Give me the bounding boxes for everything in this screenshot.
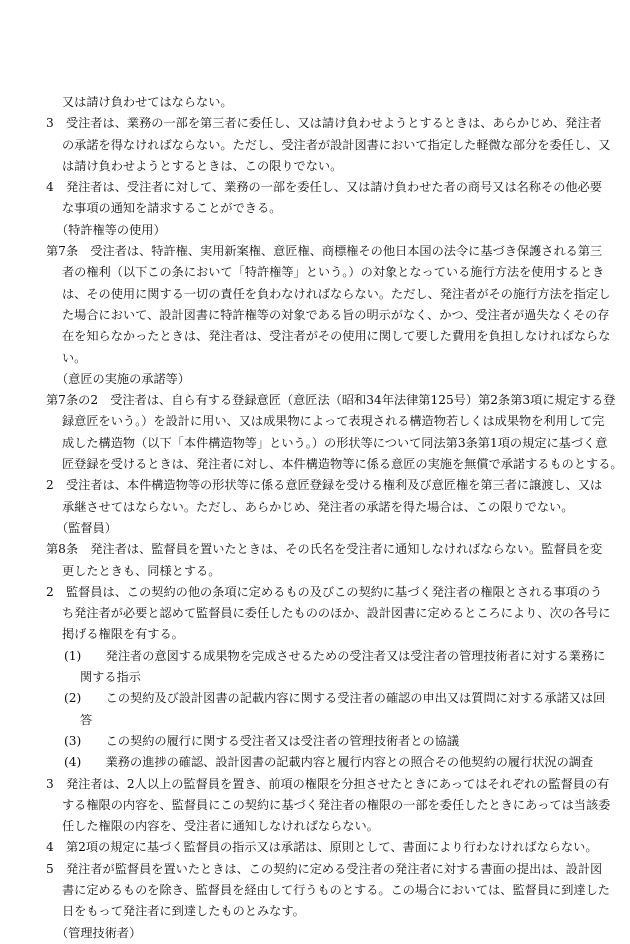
text-line: 第8条 発注者は、監督員を置いたときは、その氏名を受注者に通知しなければならない。監督員を変 <box>46 542 603 557</box>
text-line: 成した構造物（以下「本件構造物等」という。）の形状等について同法第3条第1項の規定に基づく意 <box>62 435 608 450</box>
text-line: 掲げる権限を有する。 <box>62 627 184 642</box>
text-line: 4 第2項の規定に基づく監督員の指示又は承諾は、原則として、書面により行わなければならない。 <box>46 840 598 855</box>
text-line: 2 受注者は、本件構造物等の形状等に係る意匠登録を受ける権利及び意匠権を第三者に譲渡し、又は <box>46 478 603 493</box>
text-line: 5 発注者が監督員を置いたときは、この契約に定める受注者の発注者に対する書面の提出は、設計図 <box>46 861 603 876</box>
text-line: 第7条の2 受注者は、自ら有する登録意匠（意匠法（昭和34年法律第125号）第2条第3項に規定する登 <box>46 393 616 408</box>
text-line: は請け負わせようとするときは、この限りでない。 <box>62 158 343 173</box>
text-line: 又は請け負わせてはならない。 <box>62 95 233 109</box>
text-line: ち発注者が必要と認めて監督員に委任したもののほか、設計図書に定めるところにより、次の各号に <box>62 606 611 621</box>
text-line: 3 発注者は、2人以上の監督員を置き、前項の権限を分担させたときにあってはそれぞれの監督員の有 <box>46 776 610 791</box>
text-line: 答 <box>80 712 93 727</box>
contract-text-body <box>0 92 630 944</box>
text-line: 3 受注者は、業務の一部を第三者に委任し、又は請け負わせようとするときは、あらかじめ、発注者 <box>46 116 602 131</box>
text-line: (2) この契約及び設計図書の記載内容に関する受注者の確認の申出又は質問に対する承諾又は回 <box>64 691 606 706</box>
text-line: 更したときも、同様とする。 <box>62 563 221 578</box>
text-line: 承継させてはならない。ただし、あらかじめ、発注者の承諾を得た場合は、この限りでない。 <box>62 499 574 514</box>
text-line: 第7条 受注者は、特許権、実用新案権、意匠権、商標権その他日本国の法令に基づき保護される第三 <box>46 244 603 259</box>
text-line: 2 監督員は、この契約の他の条項に定めるもの及びこの契約に基づく発注者の権限とされる事項のう <box>46 584 603 599</box>
text-line: 関する指示 <box>80 670 141 685</box>
text-line: 任した権限の内容を、受注者に通知しなければならない。 <box>62 819 379 834</box>
text-line: の承諾を得なければならない。ただし、受注者が設計図書において指定した軽微な部分を委任し、又 <box>62 137 611 152</box>
text-line: 4 発注者は、受注者に対して、業務の一部を委任し、又は請け負わせた者の商号又は名称その他必要 <box>46 180 602 195</box>
text-line: 匠登録を受けるときは、発注者に対し、本件構造物等に係る意匠の実施を無償で承諾するものとする。 <box>62 457 623 472</box>
text-line: 書に定めるものを除き、監督員を経由して行うものとする。この場合においては、監督員に到達した <box>62 882 610 897</box>
text-line: する権限の内容を、監督員にこの契約に基づく発注者の権限の一部を委任したときにあっては当該委 <box>62 797 611 812</box>
text-line: （意匠の実施の承諾等） <box>56 371 191 386</box>
text-line: 者の権利（以下この条において「特許権等」という。）の対象となっている施行方法を使用するとき <box>62 265 605 280</box>
text-line: （特許権等の使用） <box>56 222 166 237</box>
text-line: は、その使用に関する一切の責任を負わなければならない。ただし、発注者がその施行方法を指定し <box>62 286 611 301</box>
text-line: い。 <box>62 350 87 365</box>
text-line: (1) 発注者の意図する成果物を完成させるための受注者又は受注者の管理技術者に対する業務に <box>64 648 606 663</box>
text-line: 日をもって発注者に到達したものとみなす。 <box>62 904 305 919</box>
text-line: 在を知らなかったときは、発注者は、受注者がその使用に関して要した費用を負担しなければならな <box>62 329 611 344</box>
text-line: な事項の通知を請求することができる。 <box>62 201 282 216</box>
text-line: （管理技術者） <box>56 925 142 940</box>
text-line: た場合において、設計図書に特許権等の対象である旨の明示がなく、かつ、受注者が過失なくその存 <box>62 307 610 322</box>
text-line: (4) 業務の進捗の確認、設計図書の記載内容と履行内容との照合その他契約の履行状況の調査 <box>64 755 594 770</box>
text-line: （監督員） <box>56 520 117 535</box>
text-line: 録意匠をいう。）を設計に用い、又は成果物によって表現される構造物若しくは成果物を利用して完 <box>62 414 605 429</box>
text-line: (3) この契約の履行に関する受注者又は受注者の管理技術者との協議 <box>64 733 460 748</box>
